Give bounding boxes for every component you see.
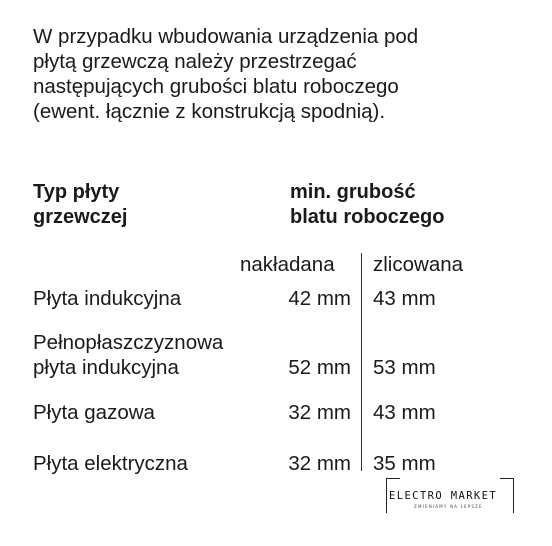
intro-line: następujących grubości blatu roboczego	[33, 75, 399, 98]
subheader-zlicowana: zlicowana	[373, 253, 464, 276]
hob-type	[33, 330, 223, 380]
subheader-nakladana: nakładana	[240, 253, 335, 276]
header-type-line: grzewczej	[33, 206, 128, 228]
hob-type: Płyta indukcyjna	[33, 287, 182, 310]
value-zlicowana: 53 mm	[373, 356, 436, 379]
intro-line: płytą grzewczą należy przestrzegać	[33, 50, 357, 73]
column-header-min-thickness	[290, 180, 444, 230]
logo-brand-text: ELECTRO MARKET	[389, 490, 498, 502]
intro-line: (ewent. łącznie z konstrukcją spodnią).	[33, 100, 386, 123]
hob-type-line: płyta indukcyjna	[33, 356, 179, 379]
value-nakladana: 32 mm	[288, 401, 351, 424]
column-header-type	[33, 180, 127, 230]
intro-paragraph	[33, 24, 543, 124]
value-zlicowana: 35 mm	[373, 452, 436, 475]
value-zlicowana: 43 mm	[373, 401, 436, 424]
hob-type-line: Pełnopłaszczyznowa	[33, 331, 224, 354]
hob-type: Płyta elektryczna	[33, 452, 188, 475]
value-nakladana: 42 mm	[288, 287, 351, 310]
header-min-line: blatu roboczego	[290, 206, 445, 228]
electro-market-logo	[386, 478, 514, 514]
hob-type: Płyta gazowa	[33, 401, 155, 424]
header-min-line: min. grubość	[290, 181, 416, 203]
logo-tagline: ZMIENIAMY NA LEPSZE	[414, 504, 483, 509]
column-divider	[361, 253, 362, 471]
value-nakladana: 52 mm	[288, 356, 351, 379]
value-nakladana: 32 mm	[288, 452, 351, 475]
intro-line: W przypadku wbudowania urządzenia pod	[33, 25, 419, 48]
value-zlicowana: 43 mm	[373, 287, 436, 310]
header-type-line: Typ płyty	[33, 181, 120, 203]
